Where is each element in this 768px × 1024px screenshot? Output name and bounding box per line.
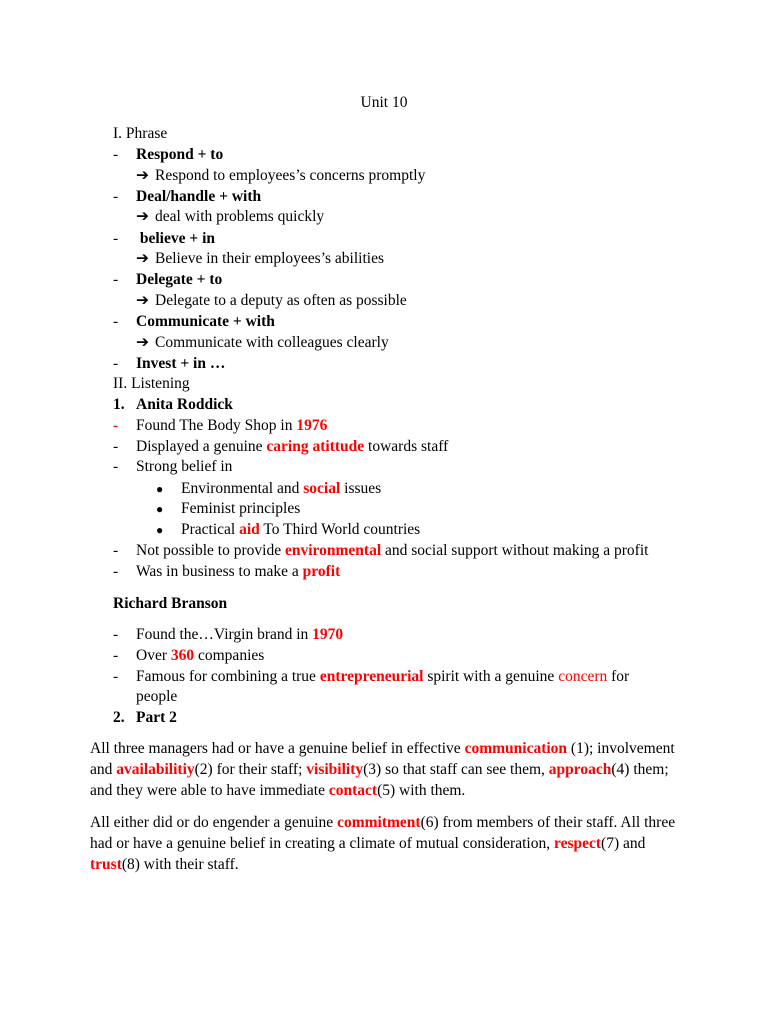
listening-point: Over 360 companies xyxy=(136,647,265,664)
dash-marker: - xyxy=(113,458,119,475)
summary-paragraph: All three managers had or have a genuine belief in effective communication (1); involvement and availabilitiy(2) for their staff; visibility(3) so that staff can see them, approach(4) them; and they were able to have immediate contact(5) with them. xyxy=(90,740,675,799)
phrase-example: ➔ Delegate to a deputy as often as possible xyxy=(136,292,407,309)
section-heading-phrase: I. Phrase xyxy=(113,125,168,142)
phrase-label: Delegate + to xyxy=(136,271,223,288)
sub-point: Practical aid To Third World countries xyxy=(181,521,421,538)
dash-marker: - xyxy=(113,647,119,664)
listening-point: Found The Body Shop in 1976 xyxy=(136,417,328,434)
phrase-label: Deal/handle + with xyxy=(136,188,262,205)
listening-point: Not possible to provide environmental and social support without making a profit xyxy=(136,542,649,559)
sub-point: Environmental and social issues xyxy=(181,480,382,497)
phrase-example: ➔ deal with problems quickly xyxy=(136,208,325,225)
dash-marker: - xyxy=(113,417,119,434)
listening-point: Was in business to make a profit xyxy=(136,563,341,580)
dash-marker: - xyxy=(113,355,119,372)
part-number: 2. xyxy=(113,709,125,726)
arrow-right-icon: ➔ xyxy=(136,334,149,351)
listening-point: Strong belief in xyxy=(136,458,233,475)
listening-point: Displayed a genuine caring atittude towards staff xyxy=(136,438,449,455)
page-title: Unit 10 xyxy=(360,94,408,111)
part-number: 1. xyxy=(113,396,125,413)
arrow-right-icon: ➔ xyxy=(136,250,149,267)
person-name: Anita Roddick xyxy=(136,396,233,413)
arrow-right-icon: ➔ xyxy=(136,167,149,184)
dash-marker: - xyxy=(113,230,119,247)
phrase-example: ➔ Believe in their employees’s abilities xyxy=(136,250,384,267)
dash-marker: - xyxy=(113,626,119,643)
summary-paragraph: All either did or do engender a genuine commitment(6) from members of their staff. All three had or have a genuine belief in creating a climate of mutual consideration, respect(7) and trust(8) with their staff. xyxy=(90,814,676,873)
listening-point: Famous for combining a true entrepreneurial spirit with a genuine concern for xyxy=(136,668,630,685)
phrase-example: ➔ Communicate with colleagues clearly xyxy=(136,334,389,351)
bullet-dot-icon: ● xyxy=(156,523,164,537)
person-name: Richard Branson xyxy=(113,595,228,612)
part-heading: Part 2 xyxy=(136,709,177,726)
phrase-label: Invest + in … xyxy=(136,355,226,372)
bullet-dot-icon: ● xyxy=(156,482,164,496)
dash-marker: - xyxy=(113,188,119,205)
arrow-right-icon: ➔ xyxy=(136,292,149,309)
dash-marker: - xyxy=(113,542,119,559)
dash-marker: - xyxy=(113,563,119,580)
dash-marker: - xyxy=(113,313,119,330)
section-heading-listening: II. Listening xyxy=(113,375,190,392)
listening-point: Found the…Virgin brand in 1970 xyxy=(136,626,344,643)
dash-marker: - xyxy=(113,271,119,288)
bullet-dot-icon: ● xyxy=(156,502,164,516)
arrow-right-icon: ➔ xyxy=(136,208,149,225)
dash-marker: - xyxy=(113,668,119,685)
dash-marker: - xyxy=(113,146,119,163)
dash-marker: - xyxy=(113,438,119,455)
phrase-label: believe + in xyxy=(136,230,216,247)
phrase-label: Respond + to xyxy=(136,146,224,163)
listening-point-continuation: people xyxy=(136,688,178,705)
phrase-example: ➔ Respond to employees’s concerns promptly xyxy=(136,167,426,184)
sub-point: Feminist principles xyxy=(181,500,301,517)
phrase-label: Communicate + with xyxy=(136,313,275,330)
